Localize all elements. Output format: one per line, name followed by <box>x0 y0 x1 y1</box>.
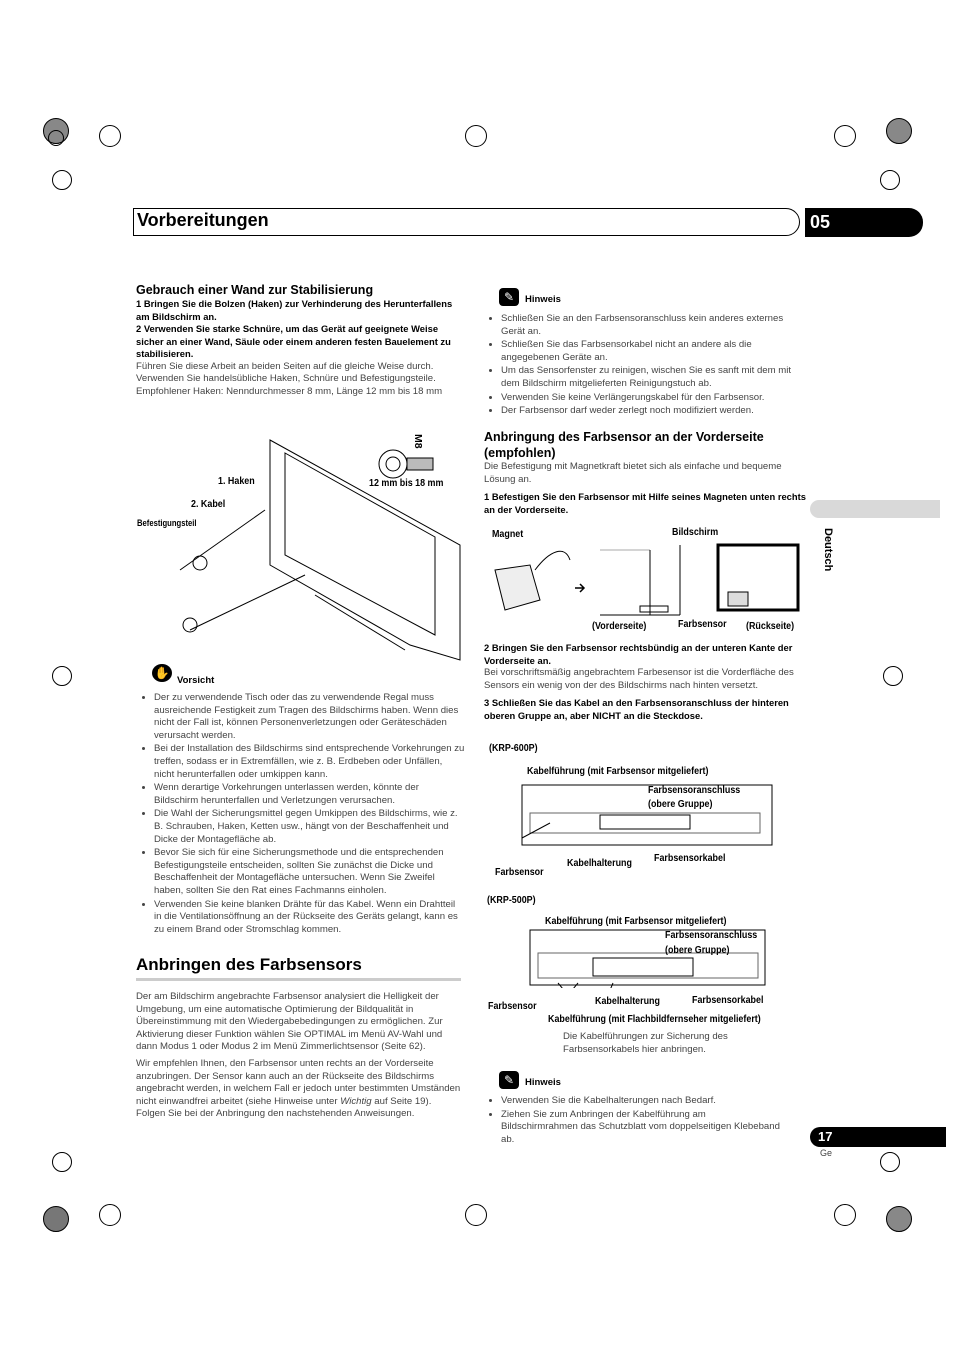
sensor-cable-label: Farbsensorkabel <box>654 852 726 864</box>
colorsensor-intro <box>136 991 462 1121</box>
registration-mark-icon <box>886 1206 912 1232</box>
steps-2-3 <box>484 642 809 722</box>
caution-hand-icon: ✋ <box>152 664 172 682</box>
port-label: Farbsensoranschluss <box>648 784 741 796</box>
front-mount-section <box>484 429 809 516</box>
note-item: • Der Farbsensor darf weder zerlegt noch modifiziert werden. <box>501 405 809 418</box>
magnet-label: Magnet <box>492 528 524 540</box>
sensor-cable-label: Farbsensorkabel <box>692 994 764 1006</box>
crosshair-icon <box>52 666 72 686</box>
crosshair-icon <box>99 1204 121 1226</box>
crosshair-icon <box>48 130 64 146</box>
body-text: Bei vorschriftsmäßig angebrachtem Farbesensor ist die Vorderfläche des Sensors ein wenig von der des Bildschirms nach hinten versetzt. <box>484 667 794 691</box>
wall-mount-figure <box>135 425 465 665</box>
caution-item: • Wenn derartige Vorkehrungen unterlassen werden, könnte der Bildschirm herunterfallen und Verletzungen verursachen. <box>154 782 465 807</box>
model-label: (KRP-600P) <box>489 742 538 754</box>
language-tab <box>810 500 940 518</box>
port-label: Farbsensoranschluss <box>665 929 758 941</box>
note-item: • Schließen Sie an den Farbsensoranschluss kein anderes externes Gerät an. <box>501 313 809 338</box>
text-part: Wir empfehlen Ihnen, den Farbsensor unten rechts an der Vorderseite anzubringen. Der Sensor kann auch an der Rückseite des Bildschirms angebracht werden, in welchem Fall er jedoch unter bestimmten Umständen nicht einwandfrei arbeitet (siehe Hinweise unter <box>136 1057 461 1107</box>
language-label: Deutsch <box>822 528 834 572</box>
crosshair-icon <box>834 125 856 147</box>
note-item: • Verwenden Sie die Kabelhalterungen nach Bedarf. <box>501 1095 784 1108</box>
wall-section <box>136 282 464 398</box>
step-1: 1 Bringen Sie die Bolzen (Haken) zur Verhinderung des Herunterfallens am Bildschirm an. <box>136 298 453 322</box>
note-item: • Ziehen Sie zum Anbringen der Kabelführung am Bildschirmrahmen das Schutzblatt vom doppelseitigen Klebeband ab. <box>501 1109 784 1147</box>
model-label: (KRP-500P) <box>487 894 536 906</box>
section-heading: Gebrauch einer Wand zur Stabilisierung <box>136 283 374 297</box>
crosshair-icon <box>880 170 900 190</box>
chapter-number: 05 <box>805 208 923 237</box>
body-text <box>136 1058 462 1121</box>
note-item: • Um das Sensorfenster zu reinigen, wischen Sie es sanft mit dem mit dem Bildschirm mitgelieferten Reinigungstuch ab. <box>501 365 809 390</box>
crosshair-icon <box>465 1204 487 1226</box>
text-part: auf Seite 19). Folgen Sie bei der Anbringung den nachstehenden Anweisungen. <box>136 1095 432 1120</box>
note-pencil-icon: ✎ <box>499 1071 519 1089</box>
fastener-label: Befestigungsteil <box>137 518 197 528</box>
section-heading: Anbringung des Farbsensor an der Vorderseite (empfohlen) <box>484 430 764 460</box>
page-number: 17 <box>818 1129 833 1144</box>
body-text: Der am Bildschirm angebrachte Farbsensor analysiert die Helligkeit der Umgebung, um eine automatische Optimierung der Bildqualität in Übereinstimmung mit den Wiedergabebedingungen zu ermöglichen. Zur Aktivierung dieser Funktion wählen Sie OPTIMAL im Menü AV-Wahl und dann Modus 1 oder Modus 2 im Menü Zimmerlichtsensor (Seite 62). <box>136 991 443 1053</box>
step-1: 1 Befestigen Sie den Farbsensor mit Hilfe seines Magneten unten rechts an der Vorderseite. <box>484 491 806 515</box>
note-list <box>484 1095 784 1147</box>
registration-mark-icon <box>886 118 912 144</box>
sensor-label: Farbsensor <box>495 866 544 878</box>
crosshair-icon <box>880 1152 900 1172</box>
step-3: 3 Schließen Sie das Kabel an den Farbsensoranschluss der hinteren oberen Gruppe an, aber NICHT an die Steckdose. <box>484 697 789 721</box>
crosshair-icon <box>465 125 487 147</box>
caution-label: Vorsicht <box>177 675 215 686</box>
sensor-label: Farbsensor <box>488 1000 537 1012</box>
m8-label: M8 <box>412 434 424 449</box>
caution-item: • Die Wahl der Sicherungsmittel gegen Umkippen des Bildschirms, wie z. B. Schrauben, Haken, Ketten usw., hängt von der Beschaffenheit und Dicke der Montagefläche ab. <box>154 808 465 846</box>
note-label: Hinweis <box>525 294 561 305</box>
figure-caption: Die Kabelführungen zur Sicherung des Farbsensorkabels hier anbringen. <box>563 1031 728 1055</box>
crosshair-icon <box>99 125 121 147</box>
divider <box>136 978 461 981</box>
sensor-mount-figure <box>490 540 805 620</box>
cable-label: 2. Kabel <box>191 498 226 510</box>
step-2: 2 Bringen Sie den Farbsensor rechtsbündig an der unteren Kante der Vorderseite an. <box>484 642 793 666</box>
cable-guide2-label: Kabelführung (mit Flachbildfernseher mitgeliefert) <box>548 1013 761 1025</box>
caution-item: • Bei der Installation des Bildschirms sind entsprechende Vorkehrungen zu treffen, sodass er in Extremfällen, wie z. B. Erdbeben oder Unfällen, nicht herunterfallen oder umkippen kann. <box>154 743 465 781</box>
emphasis: Wichtig <box>340 1095 372 1107</box>
body-text: Die Befestigung mit Magnetkraft bietet sich als einfache und bequeme Lösung an. <box>484 461 782 485</box>
step-2: 2 Verwenden Sie starke Schnüre, um das Gerät auf geeignete Weise sicher an einer Wand, Säule oder einem anderen festen Bauelement zu stabilisieren. <box>136 323 451 359</box>
port-group-label: (obere Gruppe) <box>648 798 713 810</box>
length-label: 12 mm bis 18 mm <box>369 477 444 489</box>
hook-label: 1. Haken <box>218 475 255 487</box>
crosshair-icon <box>52 1152 72 1172</box>
port-group-label: (obere Gruppe) <box>665 944 730 956</box>
cable-guide-label: Kabelführung (mit Farbsensor mitgeliefert) <box>545 915 727 927</box>
registration-mark-icon <box>43 1206 69 1232</box>
language-code: Ge <box>820 1148 833 1158</box>
rear-label: (Rückseite) <box>746 620 795 632</box>
sensor-label: Farbsensor <box>678 618 727 630</box>
caution-item: • Verwenden Sie keine blanken Drähte für das Kabel. Wenn ein Drahtteil in die Ventilationsöffnung an der Rückseite des Geräts gelangt, kann es zu einem Brand oder Stromschlag kommen. <box>154 899 465 937</box>
page-title: Vorbereitungen <box>137 210 269 230</box>
caution-item: • Bevor Sie sich für eine Sicherungsmethode und die entsprechenden Befestigungsteile entscheiden, sollten Sie zunächst die Dicke und Beschaffenheit der Montagefläche untersuchen. Wenn Sie Zweifel haben, sollten Sie den Rat eines Fachmanns einholen. <box>154 847 465 897</box>
note-item: • Schließen Sie das Farbsensorkabel nicht an andere als die angegebenen Geräte an. <box>501 339 809 364</box>
body-text: Führen Sie diese Arbeit an beiden Seiten auf die gleiche Weise durch. Verwenden Sie handelsübliche Haken, Schnüre und Befestigungsteile. Empfohlener Haken: Nenndurchmesser 8 mm, Länge 12 mm bis 18 mm <box>136 360 443 397</box>
caution-list <box>137 692 465 937</box>
crosshair-icon <box>834 1204 856 1226</box>
cable-guide-label: Kabelführung (mit Farbsensor mitgeliefert) <box>527 765 709 777</box>
screen-label: Bildschirm <box>672 526 719 538</box>
caution-item: • Der zu verwendende Tisch oder das zu verwendende Regal muss ausreichende Festigkeit zum Tragen des Bildschirms haben. Wenn dies nicht der Fall ist, können Personenverletzungen oder Geräteschäden verursacht werden. <box>154 692 465 742</box>
cable-holder-label: Kabelhalterung <box>595 995 660 1007</box>
crosshair-icon <box>52 170 72 190</box>
cable-holder-label: Kabelhalterung <box>567 857 632 869</box>
crosshair-icon <box>883 666 903 686</box>
section-title: Anbringen des Farbsensors <box>136 955 362 974</box>
note-item: • Verwenden Sie keine Verlängerungskabel für den Farbsensor. <box>501 392 809 405</box>
note-label: Hinweis <box>525 1077 561 1088</box>
note-pencil-icon: ✎ <box>499 288 519 306</box>
front-label: (Vorderseite) <box>592 620 647 632</box>
note-list <box>484 313 809 419</box>
